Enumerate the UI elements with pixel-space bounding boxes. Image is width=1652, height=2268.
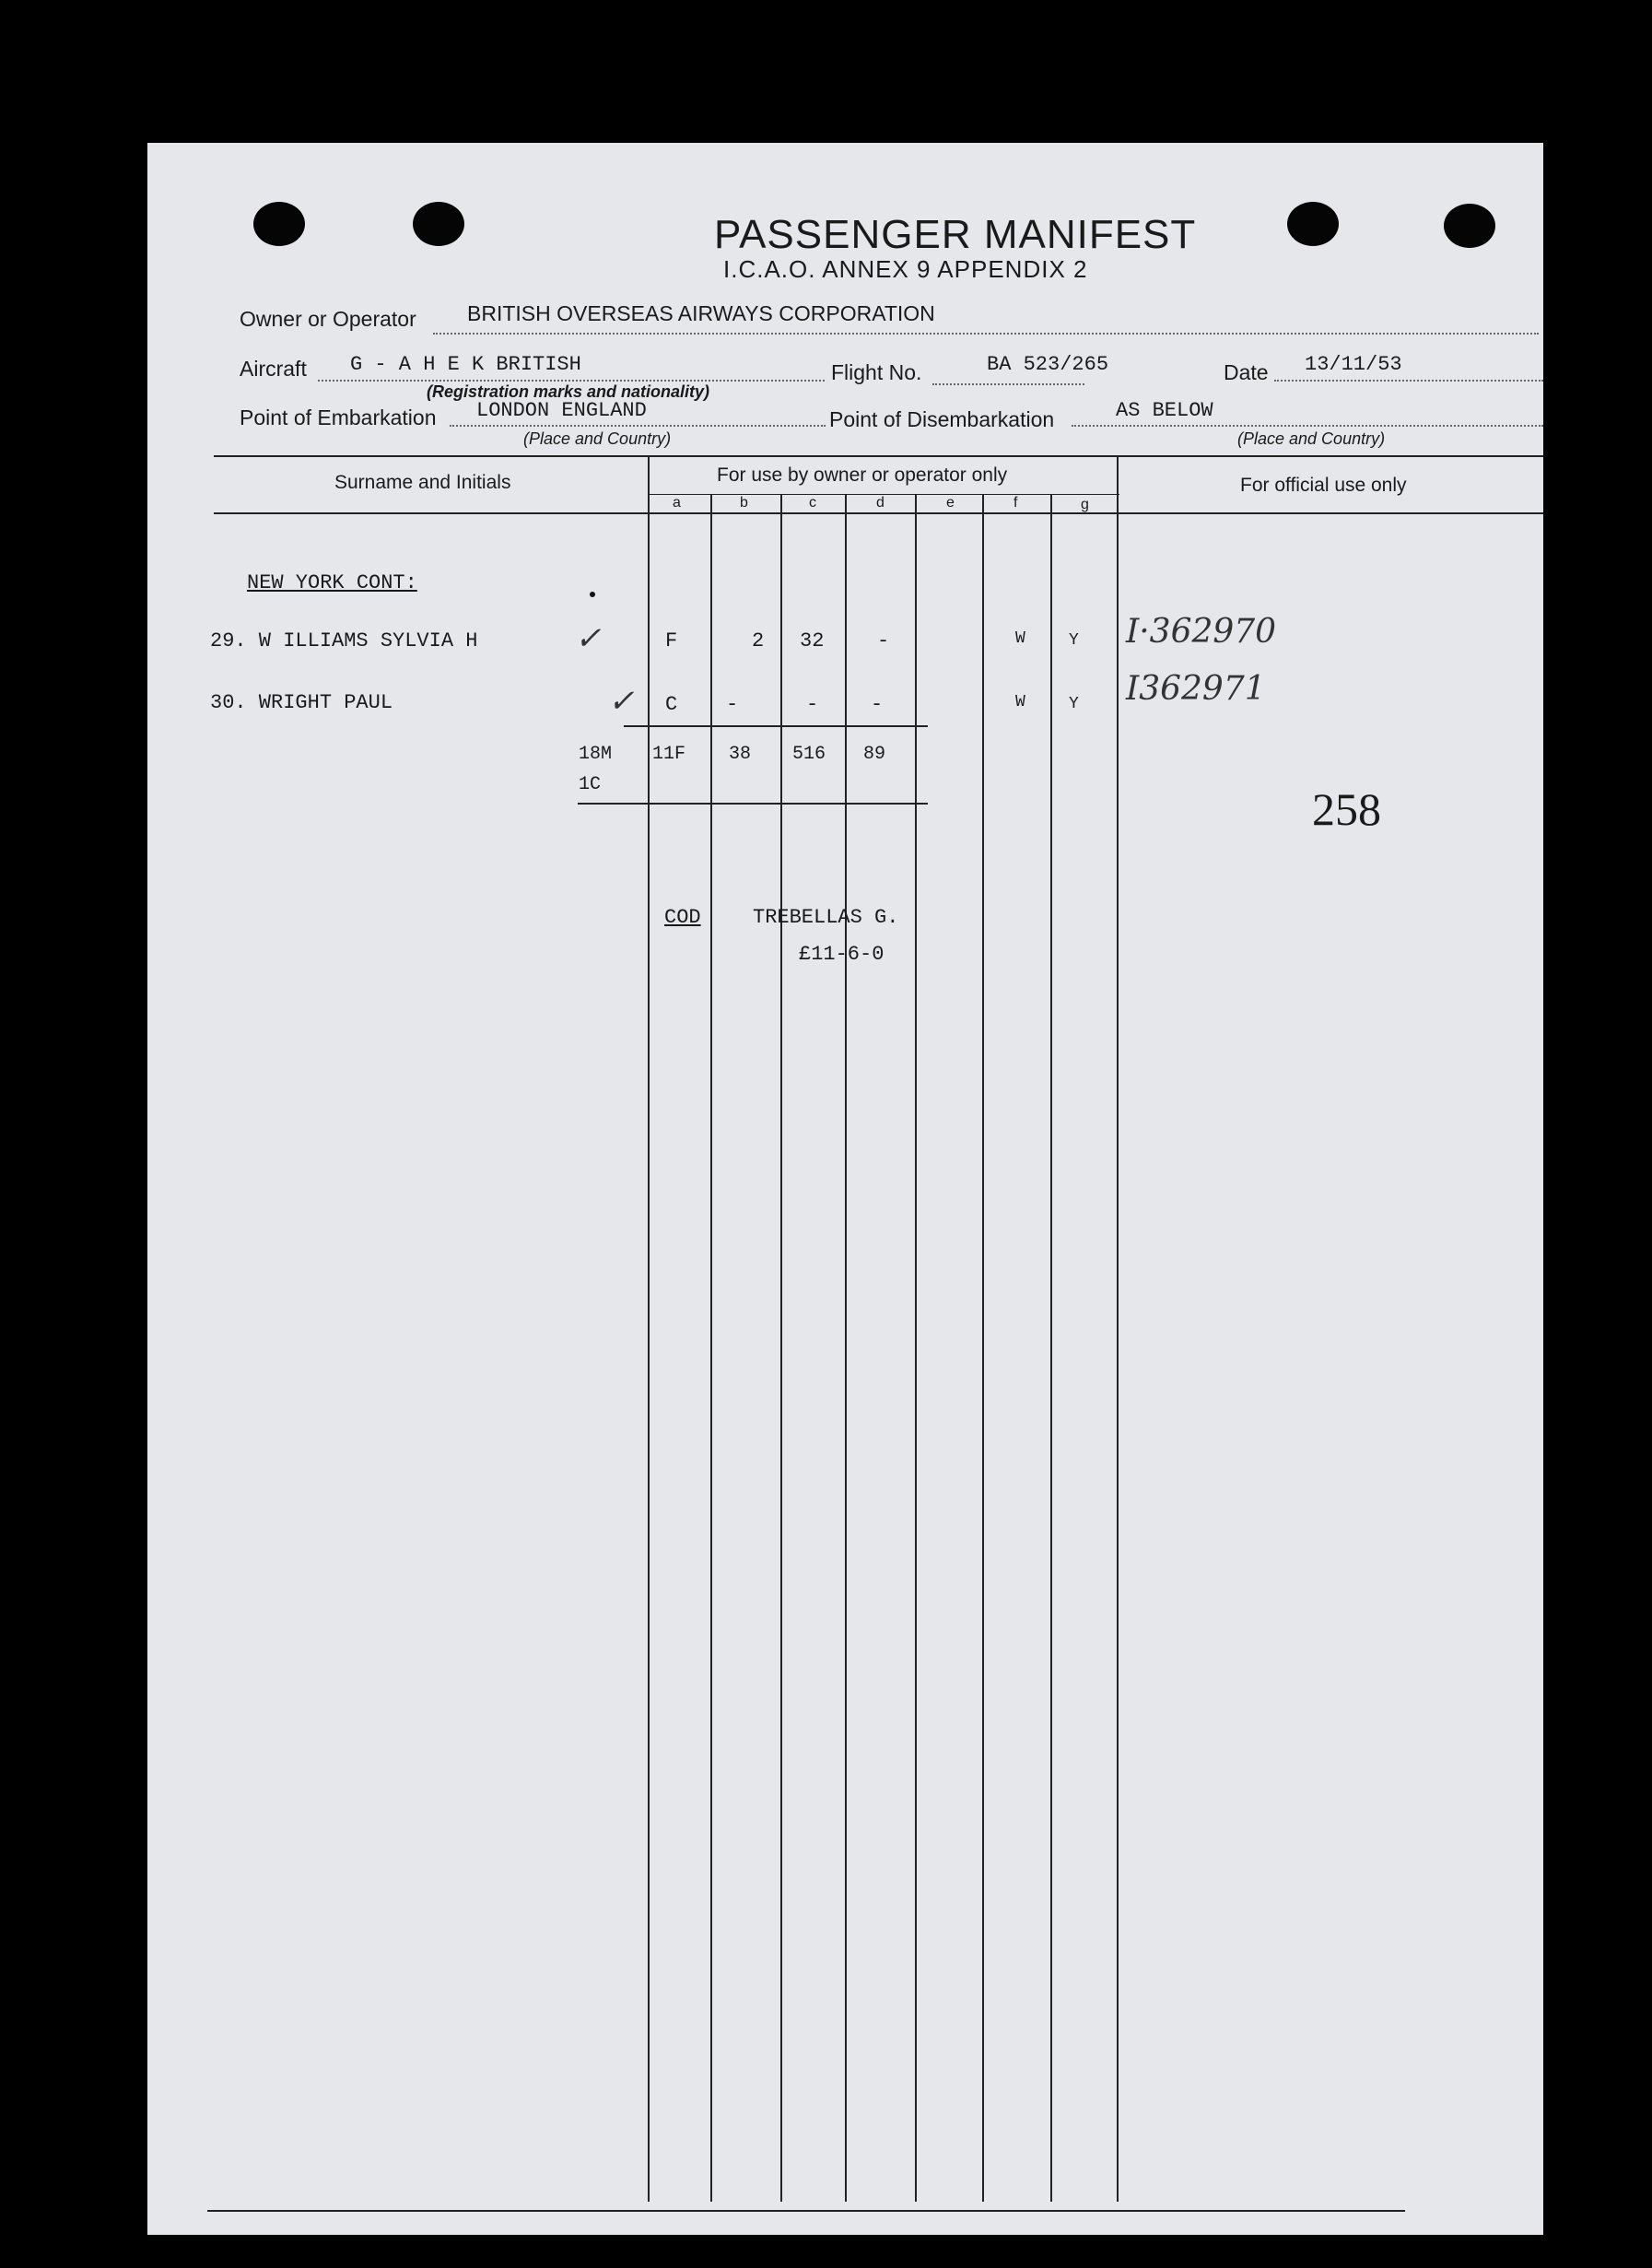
aircraft-note: (Registration marks and nationality) <box>427 382 710 401</box>
subcol-d: d <box>876 495 885 511</box>
row-29-name: 29. W ILLIAMS SYLVIA H <box>210 629 478 652</box>
row-29-col-c: 32 <box>800 629 825 652</box>
row-30-col-f: W <box>1015 693 1025 711</box>
owner-dotted-line <box>433 333 1539 335</box>
punch-hole-1 <box>253 202 305 246</box>
date-dotted-line <box>1274 380 1543 382</box>
column-divider-5 <box>915 494 917 2202</box>
subcol-e: e <box>946 495 955 511</box>
row-30-check-mark: ✓ <box>608 683 635 720</box>
row-30-col-c: - <box>806 693 819 716</box>
row-29-col-b: 2 <box>752 629 765 652</box>
table-top-rule <box>214 455 1543 457</box>
page-bottom-rule <box>207 2210 1405 2212</box>
embarkation-label: Point of Embarkation <box>240 405 437 429</box>
row-30-col-d: - <box>871 693 884 716</box>
totals-top-rule <box>624 725 928 727</box>
cod-amount: £11-6-0 <box>799 943 885 966</box>
embarkation-value: LONDON ENGLAND <box>476 399 647 422</box>
cod-name: TREBELLAS G. <box>753 906 899 929</box>
subcol-a: a <box>673 495 681 511</box>
row-29-col-d: - <box>877 629 890 652</box>
table-header-bottom-rule <box>214 512 1543 514</box>
owner-label: Owner or Operator <box>240 307 416 331</box>
disembarkation-label: Point of Disembarkation <box>829 407 1055 431</box>
dot-mark <box>590 592 595 597</box>
punch-hole-3 <box>1287 202 1339 246</box>
row-30-col-b: - <box>726 693 739 716</box>
row-29-col-g: Y <box>1069 631 1079 650</box>
row-29-check-mark: ✓ <box>575 620 602 657</box>
column-divider-7 <box>1050 494 1052 2202</box>
column-divider-3 <box>780 494 782 2202</box>
totals-left-top: 18M <box>579 744 613 765</box>
totals-left-bottom: 1C <box>579 774 602 795</box>
owner-value: BRITISH OVERSEAS AIRWAYS CORPORATION <box>467 301 935 325</box>
aircraft-dotted-line <box>318 380 825 382</box>
column-divider-4 <box>845 494 847 2202</box>
column-header-official: For official use only <box>1240 475 1407 496</box>
subcol-b: b <box>740 495 748 511</box>
punch-hole-4 <box>1444 204 1495 248</box>
embarkation-note: (Place and Country) <box>523 429 672 448</box>
column-divider-1 <box>648 455 650 2202</box>
date-value: 13/11/53 <box>1305 353 1402 376</box>
row-29-col-f: W <box>1015 629 1025 648</box>
flight-value: BA 523/265 <box>987 353 1109 376</box>
disembarkation-note: (Place and Country) <box>1237 429 1386 448</box>
column-divider-8 <box>1117 455 1119 2202</box>
flight-dotted-line <box>932 383 1084 385</box>
cod-label: COD <box>664 906 701 929</box>
date-label: Date <box>1224 360 1269 384</box>
page-number: 258 <box>1312 783 1381 835</box>
page-title: PASSENGER MANIFEST <box>714 212 1197 257</box>
page-subtitle: I.C.A.O. ANNEX 9 APPENDIX 2 <box>723 255 1088 283</box>
punch-hole-2 <box>413 202 464 246</box>
subcol-c: c <box>809 495 816 511</box>
row-30-name: 30. WRIGHT PAUL <box>210 691 393 714</box>
subcol-f: f <box>1013 495 1018 511</box>
flight-label: Flight No. <box>831 360 922 384</box>
row-30-col-a: C <box>665 693 678 716</box>
column-header-owner: For use by owner or operator only <box>717 464 1008 486</box>
column-header-surname: Surname and Initials <box>334 472 511 493</box>
row-30-official: I362971 <box>1126 670 1266 708</box>
embarkation-dotted-line <box>450 425 826 427</box>
subheader-rule <box>650 494 1119 495</box>
totals-col-d: 89 <box>863 744 886 765</box>
totals-col-a: 11F <box>652 744 686 765</box>
totals-col-c: 516 <box>792 744 826 765</box>
manifest-sheet <box>147 143 1543 2235</box>
subcol-g: g <box>1081 497 1089 512</box>
aircraft-label: Aircraft <box>240 357 307 381</box>
totals-col-b: 38 <box>729 744 752 765</box>
disembarkation-value: AS BELOW <box>1116 399 1213 422</box>
row-29-official: I·362970 <box>1126 613 1277 651</box>
column-divider-6 <box>982 494 984 2202</box>
column-divider-2 <box>710 494 712 2202</box>
section-heading: NEW YORK CONT: <box>247 571 417 594</box>
row-29-col-a: F <box>665 629 678 652</box>
row-30-col-g: Y <box>1069 695 1079 713</box>
totals-bottom-rule <box>578 803 928 805</box>
aircraft-value: G - A H E K BRITISH <box>350 353 581 376</box>
disembarkation-dotted-line <box>1072 425 1543 427</box>
